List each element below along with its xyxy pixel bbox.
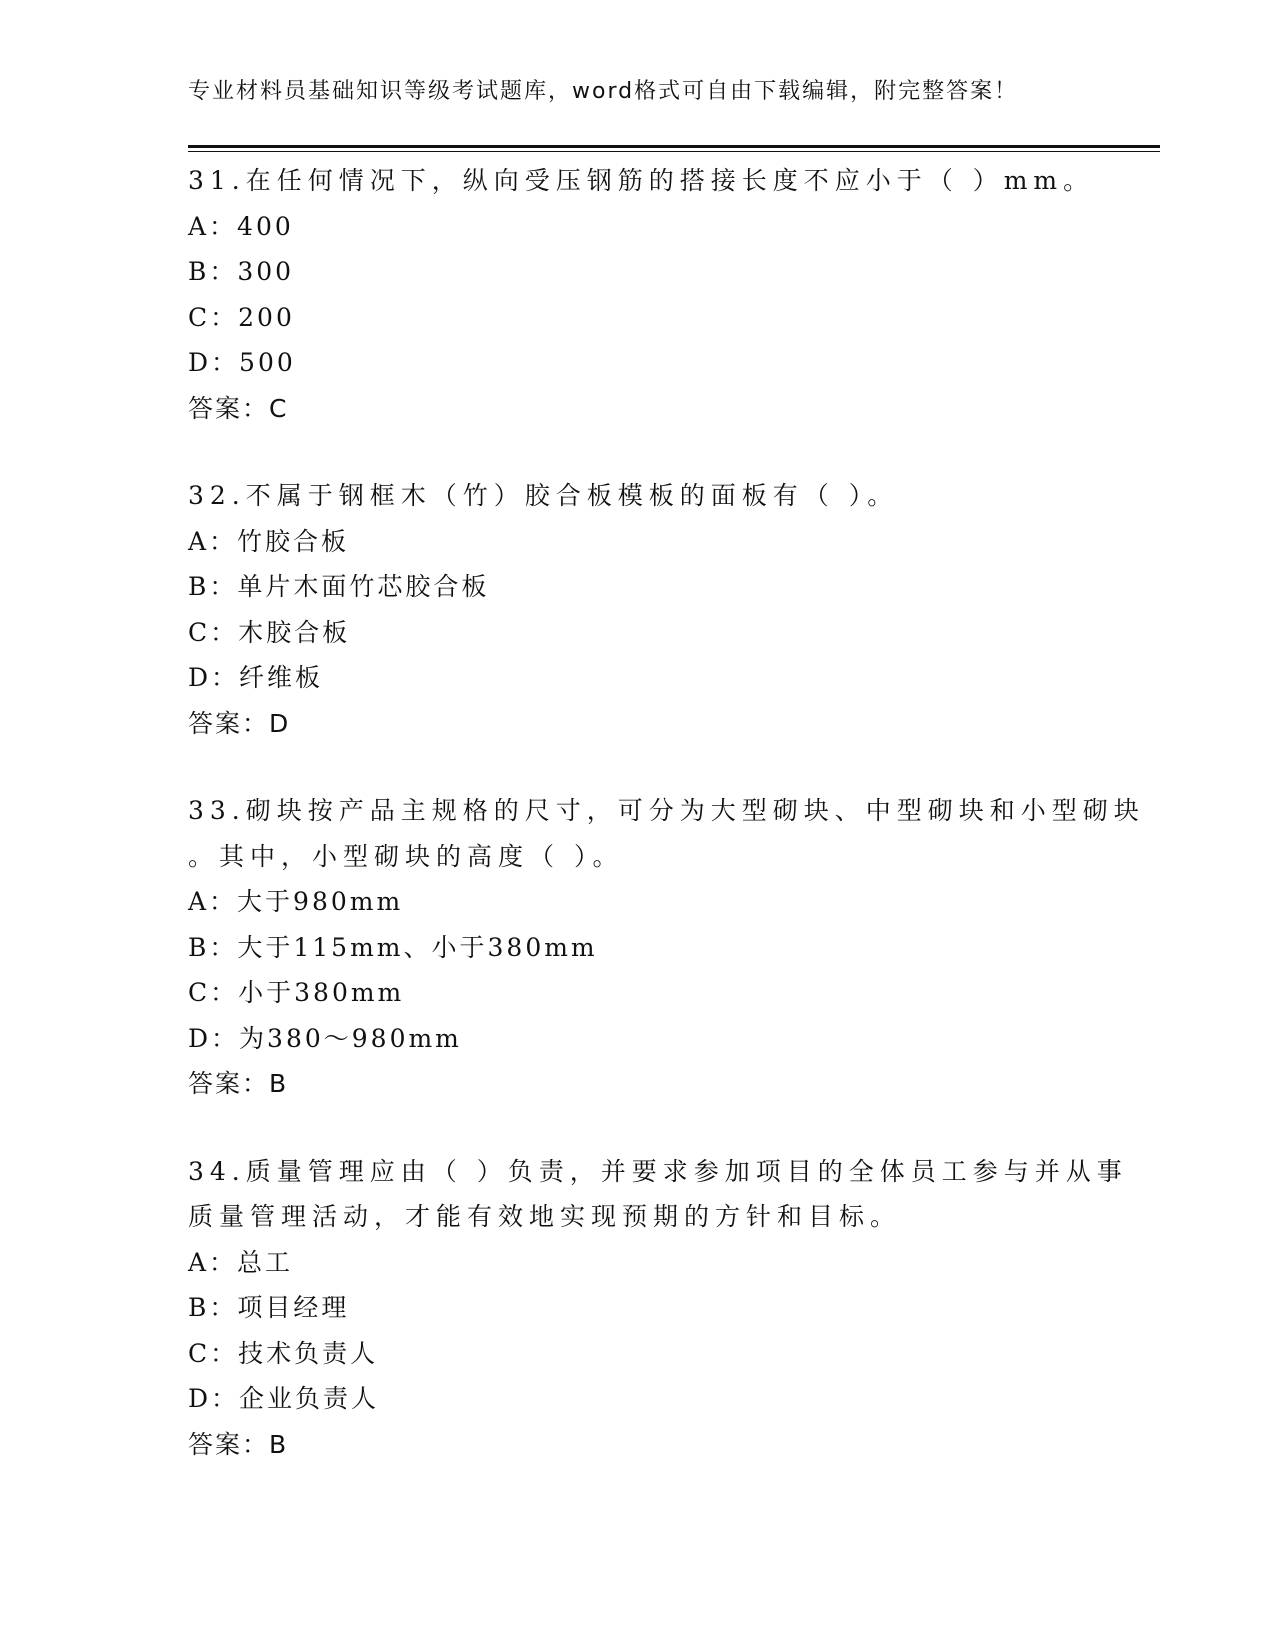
question-31 xyxy=(188,158,1095,431)
question-list xyxy=(188,158,1145,1509)
option-c: C：200 xyxy=(188,302,295,332)
answer-line: 答案：C xyxy=(188,393,289,423)
header-rule-thin xyxy=(188,151,1160,152)
option-a: A：大于980mm xyxy=(188,887,404,916)
question-stem-line-1: 33.砌块按产品主规格的尺寸，可分为大型砌块、中型砌块和小型砌块 xyxy=(188,796,1145,825)
option-c: C：技术负责人 xyxy=(188,1338,379,1368)
question-stem: 31.在任何情况下，纵向受压钢筋的搭接长度不应小于（ ）mm。 xyxy=(188,166,1095,195)
option-d: D：企业负责人 xyxy=(188,1384,380,1413)
answer-line: 答案：B xyxy=(188,1069,289,1098)
option-b: B：项目经理 xyxy=(188,1293,350,1322)
option-c: C：木胶合板 xyxy=(188,617,351,647)
answer-line: 答案：B xyxy=(188,1429,289,1459)
question-stem-line-1: 34.质量管理应由（ ）负责，并要求参加项目的全体员工参与并从事 xyxy=(188,1156,1128,1186)
header-rule-thick xyxy=(188,145,1160,148)
question-34 xyxy=(188,1149,1128,1468)
question-stem-line-2: 。其中，小型砌块的高度（ ）。 xyxy=(188,841,624,871)
option-d: D：为380～980mm xyxy=(188,1023,462,1053)
option-a: A：400 xyxy=(188,211,294,241)
option-d: D：500 xyxy=(188,348,296,377)
option-b: B：300 xyxy=(188,257,295,286)
option-b: B：单片木面竹芯胶合板 xyxy=(188,572,490,601)
option-a: A：竹胶合板 xyxy=(188,526,350,556)
option-a: A：总工 xyxy=(188,1247,294,1277)
page-header: 专业材料员基础知识等级考试题库，word格式可自由下载编辑，附完整答案！ xyxy=(188,79,1019,104)
question-33 xyxy=(188,788,1145,1107)
option-b: B：大于115mm、小于380mm xyxy=(188,932,598,962)
question-stem: 32.不属于钢框木（竹）胶合板模板的面板有（ ）。 xyxy=(188,481,899,510)
option-d: D：纤维板 xyxy=(188,663,324,692)
question-stem-line-2: 质量管理活动，才能有效地实现预期的方针和目标。 xyxy=(188,1202,902,1231)
option-c: C：小于380mm xyxy=(188,978,405,1007)
answer-line: 答案：D xyxy=(188,708,291,738)
question-32 xyxy=(188,473,1088,746)
